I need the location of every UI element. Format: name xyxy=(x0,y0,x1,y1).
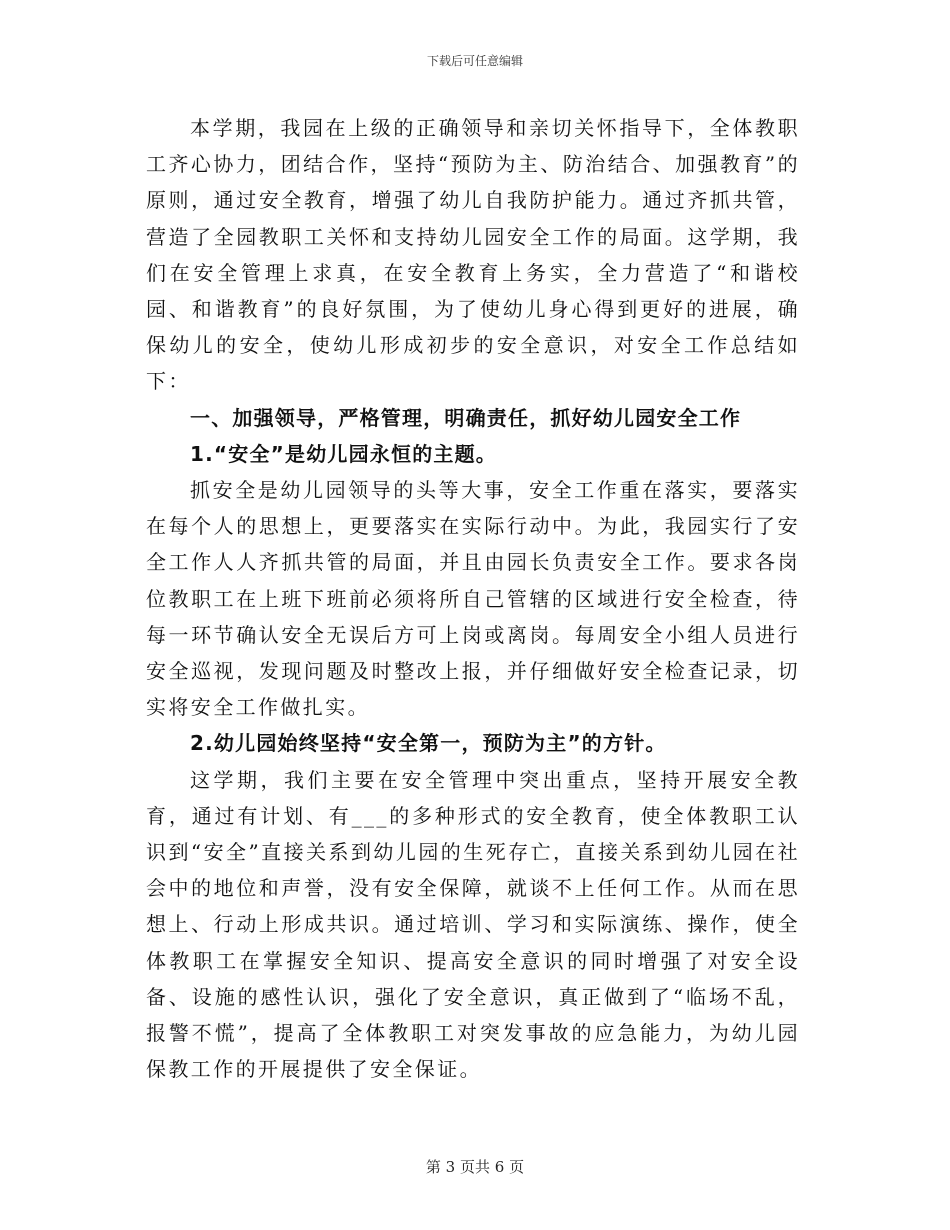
item-1-heading: 1.“安全”是幼儿园永恒的主题。 xyxy=(190,441,498,466)
page-number: 第 3 页共 6 页 xyxy=(425,1158,525,1176)
item-2-heading: 2.幼儿园始终坚持“安全第一，预防为主”的方针。 xyxy=(190,731,667,756)
section-1-heading: 一、加强领导，严格管理，明确责任，抓好幼儿园安全工作 xyxy=(190,405,742,430)
document-body xyxy=(146,110,800,1087)
item-1-paragraph: 抓安全是幼儿园领导的头等大事，安全工作重在落实，要落实在每个人的思想上，更要落实在实际行动中。为此，我园实行了安全工作人人齐抓共管的局面，并且由园长负责安全工作。要求各岗位教职工在上班下班前必须将所自己管辖的区域进行安全检查，待每一环节确认安全无误后方可上岗或离岗。每周安全小组人员进行安全巡视，发现问题及时整改上报，并仔细做好安全检查记录，切实将安全工作做扎实。 xyxy=(146,478,800,720)
page-header-note: 下载后可任意编辑 xyxy=(426,54,523,68)
intro-paragraph: 本学期，我园在上级的正确领导和亲切关怀指导下，全体教职工齐心协力，团结合作，坚持“预防为主、防治结合、加强教育”的原则，通过安全教育，增强了幼儿自我防护能力。通过齐抓共管，营造了全园教职工关怀和支持幼儿园安全工作的局面。这学期，我们在安全管理上求真，在安全教育上务实，全力营造了“和谐校园、和谐教育”的良好氛围，为了使幼儿身心得到更好的进展，确保幼儿的安全，使幼儿形成初步的安全意识，对安全工作总结如下： xyxy=(146,116,800,394)
item-2-paragraph: 这学期，我们主要在安全管理中突出重点，坚持开展安全教育，通过有计划、有___的多种形式的安全教育，使全体教职工认识到“安全”直接关系到幼儿园的生死存亡，直接关系到幼儿园在社会中的地位和声誉，没有安全保障，就谈不上任何工作。从而在思想上、行动上形成共识。通过培训、学习和实际演练、操作，使全体教职工在掌握安全知识、提高安全意识的同时增强了对安全设备、设施的感性认识，强化了安全意识，真正做到了“临场不乱，报警不慌”，提高了全体教职工对突发事故的应急能力，为幼儿园保教工作的开展提供了安全保证。 xyxy=(146,767,800,1082)
